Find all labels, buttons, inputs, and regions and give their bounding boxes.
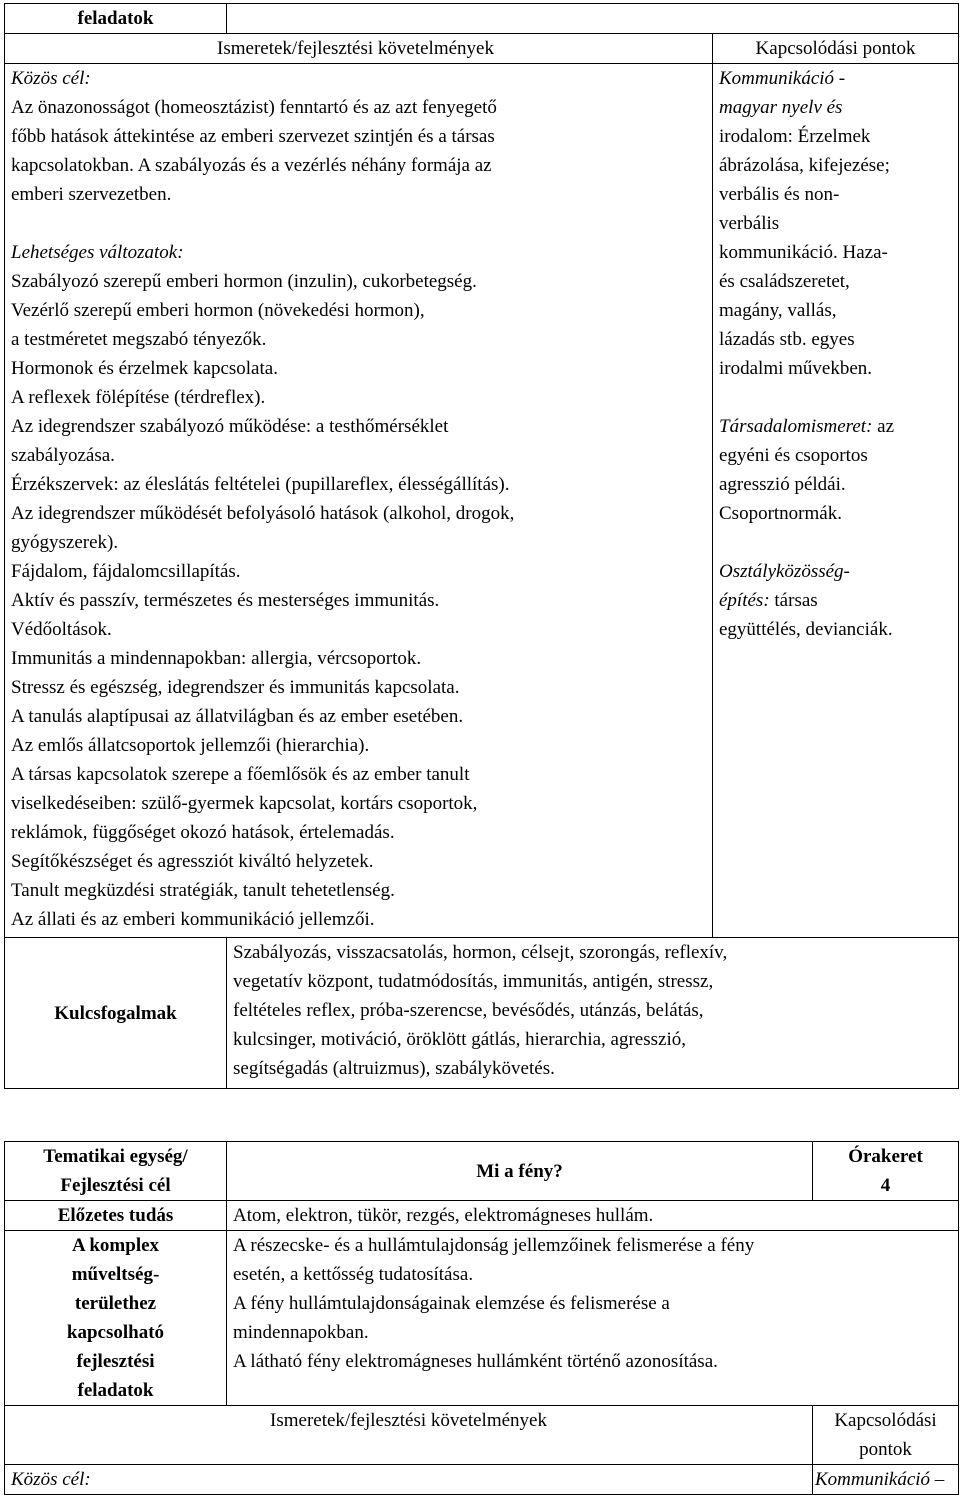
text-line: fejlesztési	[76, 1351, 155, 1372]
text-line: Aktív és passzív, természetes és mesterséges immunitás.	[11, 590, 440, 611]
text-line: Kommunikáció -	[719, 68, 846, 89]
connections-content	[713, 64, 959, 938]
connections-header: Kapcsolódási pontok	[813, 1406, 959, 1465]
text-line: Osztályközösség-	[719, 561, 850, 582]
italic-label: építés:	[719, 590, 770, 611]
connections-start: Kommunikáció –	[813, 1465, 959, 1495]
table-row	[5, 1465, 959, 1495]
text-line: magány, vallás,	[719, 300, 837, 321]
text-line: Segítőkészséget és agressziót kiváltó helyzetek.	[11, 851, 374, 872]
curriculum-table-top	[4, 3, 959, 1089]
text-line: viselkedéseiben: szülő-gyermek kapcsolat, kortárs csoportok,	[11, 793, 478, 814]
text-line: kulcsinger, motiváció, öröklött gátlás, hierarchia, agresszió,	[233, 1029, 686, 1050]
common-goal-label: Közös cél:	[5, 1465, 813, 1495]
text-line: A társas kapcsolatok szerepe a főemlősök és az ember tanult	[11, 764, 470, 785]
text-line: kommunikáció. Haza-	[719, 242, 888, 263]
text-line: A reflexek fölépítése (térdreflex).	[11, 387, 266, 408]
text-line: főbb hatások áttekintése az emberi szervezet szintjén és a társas	[11, 126, 495, 147]
text-line: egyéni és csoportos	[719, 445, 868, 466]
text-line: Az állati és az emberi kommunikáció jellemzői.	[11, 909, 375, 930]
text-line: reklámok, függőséget okozó hatások, értelemadás.	[11, 822, 395, 843]
table-row	[5, 1142, 959, 1201]
hours-cell	[813, 1142, 959, 1201]
table-row	[5, 1406, 959, 1465]
requirements-content	[5, 64, 713, 938]
text-line: segítségadás (altruizmus), szabálykövetés.	[233, 1058, 555, 1079]
text-line: és családszeretet,	[719, 271, 850, 292]
text-line: Szabályozás, visszacsatolás, hormon, célsejt, szorongás, reflexív,	[233, 942, 728, 963]
table-row	[5, 34, 959, 64]
text-line: területhez	[74, 1293, 157, 1314]
development-tasks-label	[5, 1231, 227, 1406]
text-line: Védőoltások.	[11, 619, 112, 640]
text-line: Immunitás a mindennapokban: allergia, vércsoportok.	[11, 648, 422, 669]
text-line: verbális és non-	[719, 184, 840, 205]
text-line: irodalom: Érzelmek	[719, 126, 871, 147]
unit-label	[5, 1142, 227, 1201]
text-line: emberi szervezetben.	[11, 184, 172, 205]
text-line: A látható fény elektromágneses hullámként történő azonosítása.	[233, 1351, 718, 1372]
text-line: Lehetséges változatok:	[11, 242, 184, 263]
table-row	[5, 1231, 959, 1406]
table-row	[5, 1201, 959, 1231]
text-line: gyógyszerek).	[11, 532, 119, 553]
text-line: Az emlős állatcsoportok jellemzői (hierarchia).	[11, 735, 370, 756]
unit-title: Mi a fény?	[227, 1142, 813, 1201]
text-line: vegetatív központ, tudatmódosítás, immunitás, antigén, stressz,	[233, 971, 714, 992]
spacer	[719, 528, 952, 557]
requirements-header: Ismeretek/fejlesztési követelmények	[5, 34, 713, 64]
text-line: Érzékszervek: az éleslátás feltételei (pupillareflex, élességállítás).	[11, 474, 510, 495]
text-line: Stressz és egészség, idegrendszer és immunitás kapcsolata.	[11, 677, 460, 698]
text-line: Fájdalom, fájdalomcsillapítás.	[11, 561, 241, 582]
curriculum-table-bottom	[4, 1141, 959, 1495]
text-line: együttélés, devianciák.	[719, 619, 893, 640]
text-rest: az	[872, 416, 895, 437]
development-tasks-content	[227, 1231, 959, 1406]
prior-knowledge-text: Atom, elektron, tükör, rezgés, elektromágneses hullám.	[227, 1201, 959, 1231]
text-line: esetén, a kettősség tudatosítása.	[233, 1264, 474, 1285]
prior-knowledge-label: Előzetes tudás	[5, 1201, 227, 1231]
text-line: verbális	[719, 213, 780, 234]
text-line: Közös cél:	[11, 68, 91, 89]
text-line: A komplex	[71, 1235, 160, 1256]
text-line: A tanulás alaptípusai az állatvilágban és az ember esetében.	[11, 706, 464, 727]
connections-header: Kapcsolódási pontok	[713, 34, 959, 64]
text-line: kapcsolatokban. A szabályozás és a vezérlés néhány formája az	[11, 155, 492, 176]
text-line: szabályozása.	[11, 445, 115, 466]
keywords-content	[227, 938, 959, 1089]
italic-label: Társadalomismeret:	[719, 416, 873, 437]
text-line: ábrázolása, kifejezése;	[719, 155, 890, 176]
text-line: a testméretet megszabó tényezők.	[11, 329, 267, 350]
text-line: Az idegrendszer szabályozó működése: a testhőmérséklet	[11, 416, 449, 437]
text-line: feltételes reflex, próba-szerencse, bevésődés, utánzás, belátás,	[233, 1000, 704, 1021]
text-line	[719, 586, 952, 615]
top-left-label: feladatok	[5, 4, 227, 34]
text-line: magyar nyelv és	[719, 97, 843, 118]
keywords-label: Kulcsfogalmak	[5, 938, 227, 1089]
text-line: Szabályozó szerepű emberi hormon (inzulin), cukorbetegség.	[11, 271, 477, 292]
text-line: műveltség-	[71, 1264, 160, 1285]
text-line: Tanult megküzdési stratégiák, tanult tehetetlenség.	[11, 880, 395, 901]
text-line: feladatok	[77, 1380, 154, 1401]
text-rest: társas	[769, 590, 818, 611]
text-line: irodalmi művekben.	[719, 358, 873, 379]
unit-label-line: Fejlesztési cél	[60, 1175, 171, 1196]
hours-value: 4	[880, 1175, 891, 1196]
spacer	[11, 209, 706, 238]
text-line: Az idegrendszer működését befolyásoló hatások (alkohol, drogok,	[11, 503, 515, 524]
text-line: Hormonok és érzelmek kapcsolata.	[11, 358, 278, 379]
hours-label: Órakeret	[848, 1146, 923, 1167]
text-line: Vezérlő szerepű emberi hormon (növekedési hormon),	[11, 300, 425, 321]
table-row	[5, 64, 959, 938]
text-line: mindennapokban.	[233, 1322, 369, 1343]
requirements-header: Ismeretek/fejlesztési követelmények	[5, 1406, 813, 1465]
spacer	[719, 383, 952, 412]
table-row	[5, 4, 959, 34]
text-line: A fény hullámtulajdonságainak elemzése és felismerése a	[233, 1293, 670, 1314]
top-empty-cell	[227, 4, 959, 34]
table-row	[5, 938, 959, 1089]
unit-label-line: Tematikai egység/	[43, 1146, 188, 1167]
text-line: Csoportnormák.	[719, 503, 842, 524]
text-line: lázadás stb. egyes	[719, 329, 855, 350]
text-line: kapcsolható	[66, 1322, 165, 1343]
text-line	[719, 412, 952, 441]
text-line: A részecske- és a hullámtulajdonság jellemzőinek felismerése a fény	[233, 1235, 755, 1256]
text-line: Az önazonosságot (homeosztázist) fenntartó és az azt fenyegető	[11, 97, 497, 118]
text-line: agresszió példái.	[719, 474, 846, 495]
